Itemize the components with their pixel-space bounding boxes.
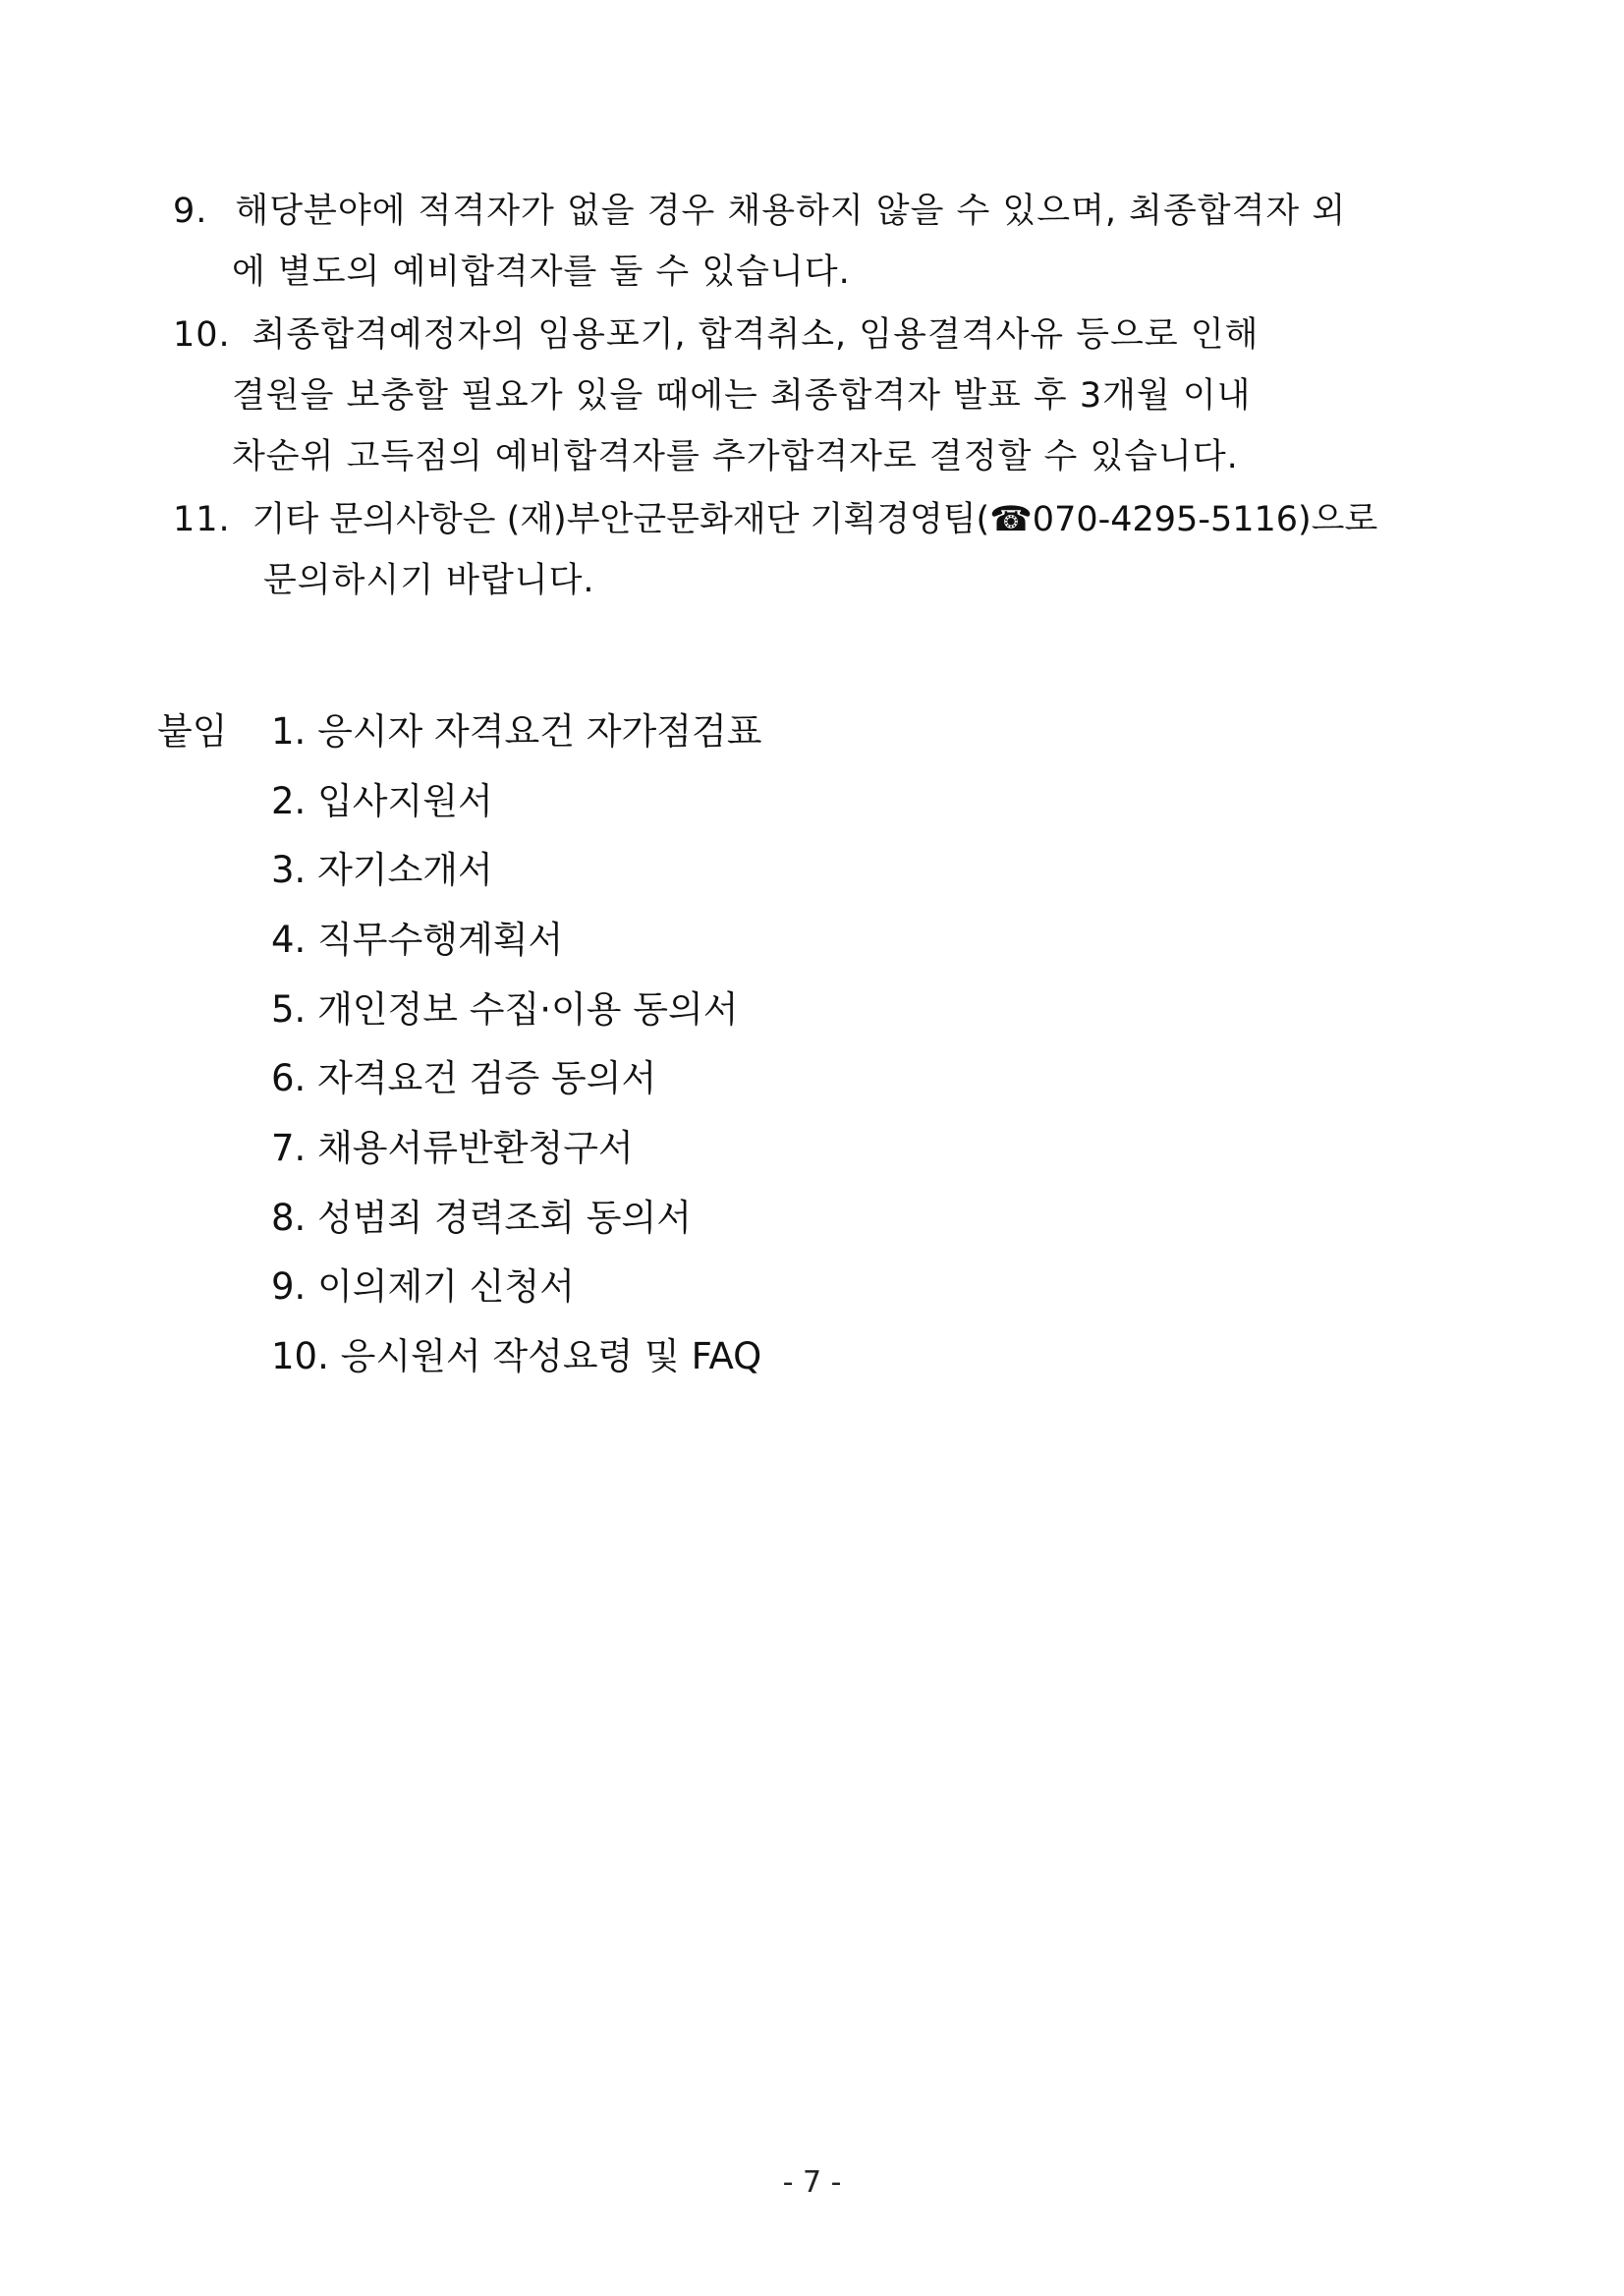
attachment-item-5: 5. 개인정보 수집·이용 동의서 xyxy=(271,988,739,1031)
attachment-item-10: 10. 응시원서 작성요령 및 FAQ xyxy=(271,1335,762,1377)
attachment-item-4: 4. 직무수행계획서 xyxy=(271,919,564,961)
notice-10-text-1: 최종합격예정자의 임용포기, 합격취소, 임용결격사유 등으로 인해 xyxy=(252,315,1260,355)
notice-11-line-1 xyxy=(173,497,1480,542)
notice-10-number: 10. xyxy=(173,315,231,355)
attachment-item-8: 8. 성범죄 경력조회 동의서 xyxy=(271,1197,693,1239)
notice-10-line-1 xyxy=(173,312,1480,358)
attachments-label: 붙임 xyxy=(157,710,228,753)
notice-9-line-1 xyxy=(173,189,1480,234)
notice-10-line-3: 차순위 고득점의 예비합격자를 추가합격자로 결정할 수 있습니다. xyxy=(232,437,1239,476)
notice-9-text-1: 해당분야에 적격자가 없을 경우 채용하지 않을 수 있으며, 최종합격자 외 xyxy=(235,192,1347,231)
attachment-item-3: 3. 자기소개서 xyxy=(271,849,493,891)
notice-11-number: 11. xyxy=(173,500,231,539)
notice-11-text-1: 기타 문의사항은 (재)부안군문화재단 기획경영팀(☎070-4295-5116)으로 xyxy=(252,500,1378,539)
attachment-item-1: 1. 응시자 자격요건 자가점검표 xyxy=(271,710,762,753)
attachment-item-7: 7. 채용서류반환청구서 xyxy=(271,1127,634,1169)
attachment-item-2: 2. 입사지원서 xyxy=(271,780,493,822)
notice-9-number: 9. xyxy=(173,192,208,231)
attachment-item-6: 6. 자격요건 검증 동의서 xyxy=(271,1057,657,1099)
page-number: - 7 - xyxy=(782,2165,842,2200)
attachment-item-9: 9. 이의제기 신청서 xyxy=(271,1265,576,1308)
notice-11-line-2: 문의하시기 바랍니다. xyxy=(263,561,595,600)
notice-9-line-2: 에 별도의 예비합격자를 둘 수 있습니다. xyxy=(232,252,851,292)
notice-10-line-2: 결원을 보충할 필요가 있을 때에는 최종합격자 발표 후 3개월 이내 xyxy=(232,376,1252,416)
